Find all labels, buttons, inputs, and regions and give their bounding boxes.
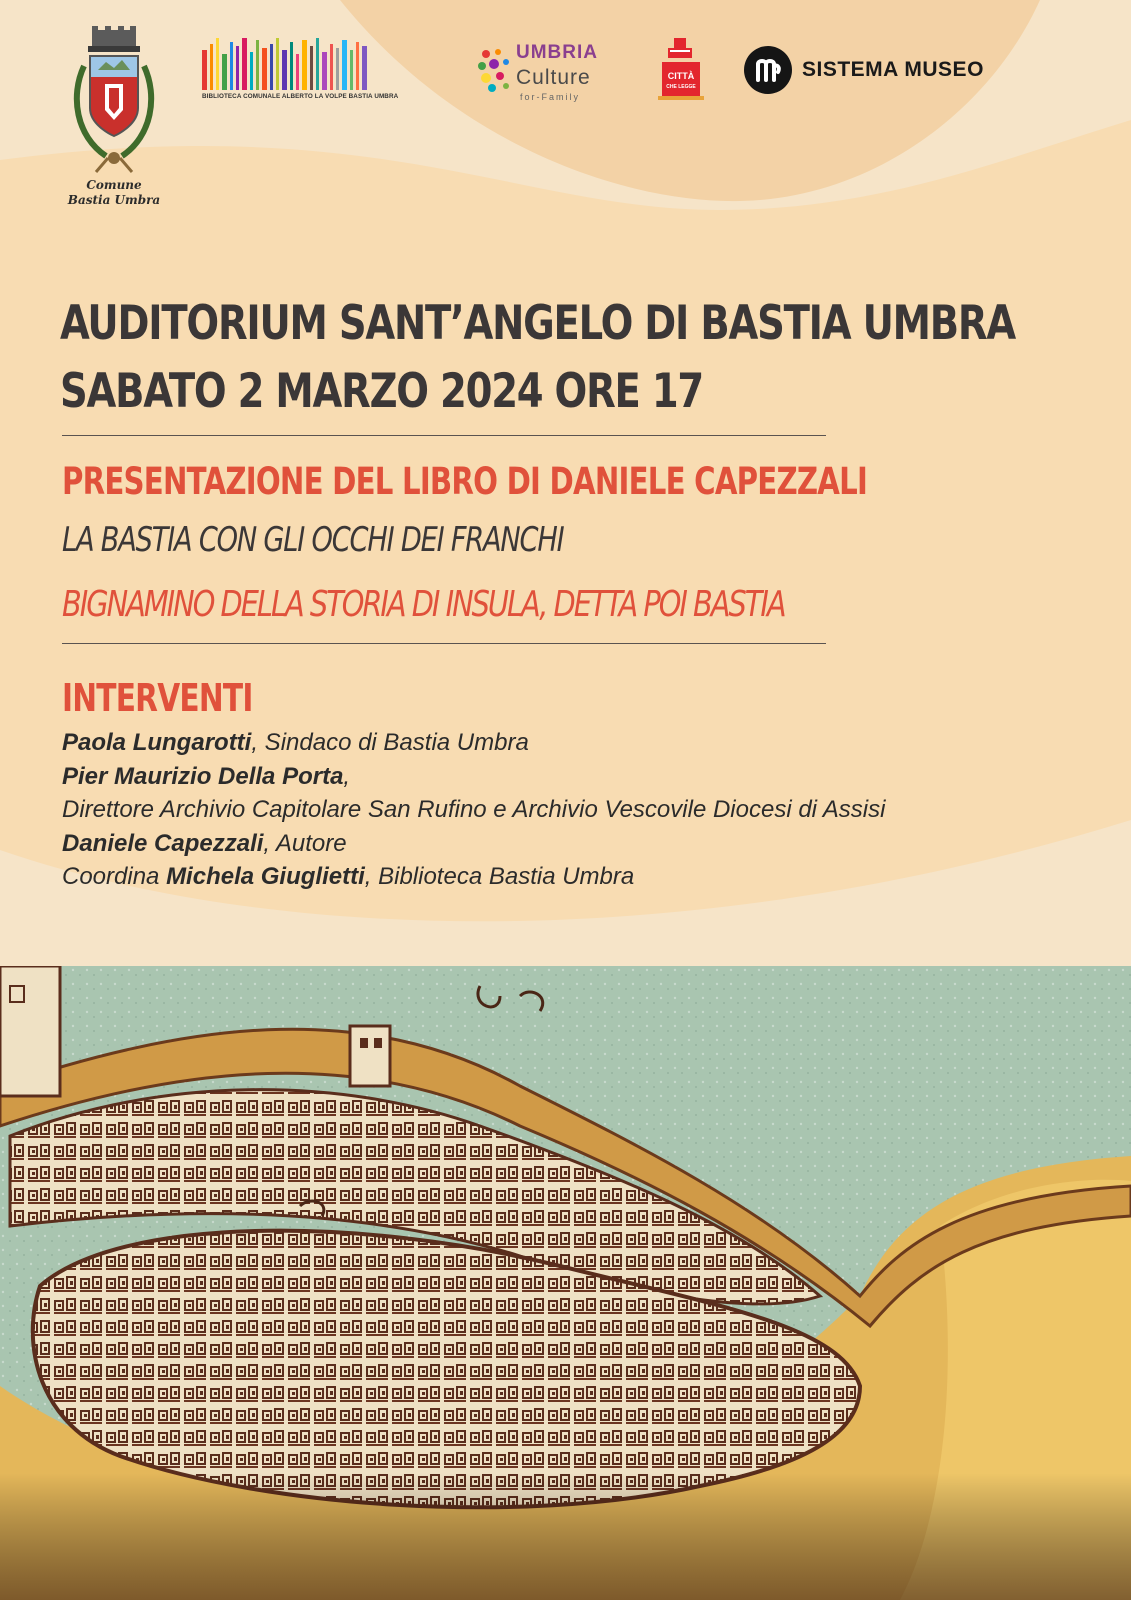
event-header bbox=[60, 290, 1015, 426]
logo-bar bbox=[0, 0, 1131, 230]
biblioteca-bar bbox=[250, 52, 253, 90]
divider-top bbox=[62, 435, 826, 436]
book-subtitle: BIGNAMINO DELLA STORIA DI INSULA, DETTA POI BASTIA bbox=[62, 584, 785, 625]
speaker-line bbox=[62, 860, 1082, 894]
comune-line1: Comune bbox=[86, 178, 142, 192]
speaker-prefix: Coordina bbox=[62, 863, 167, 890]
biblioteca-bar bbox=[362, 46, 367, 90]
biblioteca-bar bbox=[236, 46, 239, 90]
comune-line2: Bastia Umbra bbox=[67, 193, 161, 207]
biblioteca-bars-icon bbox=[202, 38, 446, 90]
biblioteca-text: BIBLIOTECA COMUNALE ALBERTO LA VOLPE BASTIA UMBRA bbox=[202, 93, 399, 100]
biblioteca-bar bbox=[230, 42, 233, 90]
biblioteca-bar bbox=[210, 44, 213, 90]
biblioteca-bar bbox=[302, 40, 307, 90]
biblioteca-bar bbox=[270, 44, 273, 90]
speaker-name: Michela Giuglietti bbox=[166, 863, 365, 890]
biblioteca-bar bbox=[216, 38, 219, 90]
colored-dots-icon bbox=[476, 46, 516, 96]
umbria-family-word: for-Family bbox=[520, 92, 580, 102]
speaker-role: , Biblioteca Bastia Umbra bbox=[364, 863, 635, 890]
biblioteca-logo bbox=[202, 38, 446, 104]
umbria-culture-logo bbox=[476, 42, 620, 104]
venue-title: AUDITORIUM SANT’ANGELO DI BASTIA UMBRA bbox=[60, 296, 1015, 351]
biblioteca-bar bbox=[222, 54, 227, 90]
biblioteca-bar bbox=[330, 44, 333, 90]
interventi-heading: INTERVENTI bbox=[62, 676, 253, 720]
citta-che-legge-logo bbox=[648, 38, 712, 104]
historic-map-image bbox=[0, 966, 1131, 1600]
biblioteca-bar bbox=[296, 54, 299, 90]
citta-text1: CITTÀ bbox=[667, 71, 695, 81]
biblioteca-bar bbox=[262, 48, 267, 90]
speaker-role-line: Direttore Archivio Capitolare San Rufino e Archivio Vescovile Diocesi di Assisi bbox=[62, 796, 886, 823]
historic-map-illustration bbox=[0, 966, 1131, 1600]
biblioteca-bar bbox=[310, 46, 313, 90]
speaker-role: , bbox=[343, 762, 351, 790]
biblioteca-bar bbox=[202, 50, 207, 90]
biblioteca-bar bbox=[336, 48, 339, 90]
coat-of-arms-icon bbox=[58, 26, 170, 176]
biblioteca-bar bbox=[242, 38, 247, 90]
biblioteca-bar bbox=[290, 42, 293, 90]
biblioteca-bar bbox=[276, 38, 279, 90]
biblioteca-bar bbox=[322, 52, 327, 90]
speaker-line bbox=[62, 827, 1082, 861]
biblioteca-bar bbox=[256, 40, 259, 90]
speaker-role: , Autore bbox=[263, 829, 347, 857]
biblioteca-bar bbox=[316, 38, 319, 90]
biblioteca-bar bbox=[350, 50, 353, 90]
speaker-name: Pier Maurizio Della Porta bbox=[62, 762, 344, 790]
sistema-museo-logo bbox=[744, 46, 984, 94]
comune-logo bbox=[58, 26, 170, 212]
speaker-role: , Sindaco di Bastia Umbra bbox=[251, 729, 529, 756]
umbria-culture-word: Culture bbox=[516, 66, 591, 89]
umbria-word: UMBRIA bbox=[516, 42, 598, 63]
sistema-museo-text: SISTEMA MUSEO bbox=[802, 58, 984, 81]
speaker-name: Paola Lungarotti bbox=[62, 729, 252, 756]
speaker-line bbox=[62, 760, 1082, 794]
presentation-heading: PRESENTAZIONE DEL LIBRO DI DANIELE CAPEZZALI bbox=[62, 460, 868, 503]
speaker-name: Daniele Capezzali bbox=[62, 829, 264, 857]
speaker-line bbox=[62, 726, 1082, 760]
speakers-list bbox=[62, 726, 1082, 894]
comune-caption bbox=[58, 178, 170, 208]
book-title: LA BASTIA CON GLI OCCHI DEI FRANCHI bbox=[62, 520, 564, 560]
citta-text2: CHE LEGGE bbox=[666, 84, 696, 90]
sistema-museo-icon bbox=[744, 46, 792, 94]
divider-bottom bbox=[62, 643, 826, 644]
biblioteca-bar bbox=[356, 42, 359, 90]
citta-text bbox=[662, 72, 700, 92]
biblioteca-bar bbox=[342, 40, 347, 90]
event-date: SABATO 2 MARZO 2024 ORE 17 bbox=[60, 364, 704, 419]
biblioteca-bar bbox=[282, 50, 287, 90]
